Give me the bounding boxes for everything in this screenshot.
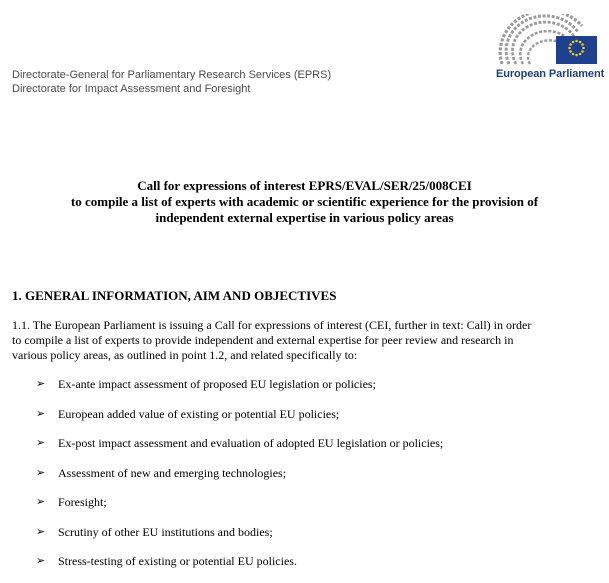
bullet-list (36, 376, 596, 583)
list-item-text: Stress-testing of existing or potential EU policies. (58, 554, 297, 568)
paragraph-line: various policy areas, as outlined in point 1.2, and related specifically to: (12, 348, 358, 362)
department-line: Directorate-General for Parliamentary Research Services (EPRS) (12, 69, 332, 81)
list-item (36, 406, 596, 436)
list-item (36, 465, 596, 495)
list-item (36, 435, 596, 465)
list-item-text: Scrutiny of other EU institutions and bodies; (58, 524, 273, 539)
list-item-text: Ex-post impact assessment and evaluation of adopted EU legislation or policies; (58, 436, 444, 450)
list-item (36, 524, 596, 554)
arrow-bullet-icon: ➢ (36, 436, 46, 449)
list-item (36, 553, 596, 583)
logo-text: European Parliament (496, 68, 605, 80)
document-title (0, 178, 609, 226)
arrow-bullet-icon: ➢ (36, 554, 46, 567)
section-paragraph (12, 318, 597, 363)
list-item (36, 494, 596, 524)
arrow-bullet-icon: ➢ (36, 524, 46, 538)
department-info (12, 68, 331, 96)
paragraph-line: 1.1. The European Parliament is issuing a Call for expressions of interest (CEI, further in text: Call) in order (12, 318, 532, 332)
list-item-text: Ex-ante impact assessment of proposed EU legislation or policies; (58, 377, 376, 391)
department-line: Directorate for Impact Assessment and Foresight (12, 83, 251, 95)
list-item-text: European added value of existing or potential EU policies; (58, 406, 340, 421)
european-parliament-logo (496, 14, 605, 86)
arrow-bullet-icon: ➢ (36, 465, 46, 479)
arrow-bullet-icon: ➢ (36, 406, 46, 420)
document-header (0, 0, 609, 110)
title-line: to compile a list of experts with academic or scientific experience for the provision of (70, 194, 539, 209)
european-parliament-logo-icon (496, 14, 600, 68)
list-item (36, 376, 596, 406)
list-item-text: Assessment of new and emerging technologies; (58, 465, 287, 480)
arrow-bullet-icon: ➢ (36, 495, 46, 508)
title-line: independent external expertise in various policy areas (155, 210, 454, 225)
paragraph-line: to compile a list of experts to provide independent and external expertise for peer review and research in (12, 333, 514, 347)
title-line: Call for expressions of interest EPRS/EVAL/SER/25/008CEI (137, 178, 472, 193)
arrow-bullet-icon: ➢ (36, 377, 46, 390)
section-heading: 1. GENERAL INFORMATION, AIM AND OBJECTIVES (12, 288, 337, 303)
list-item-text: Foresight; (58, 495, 107, 509)
